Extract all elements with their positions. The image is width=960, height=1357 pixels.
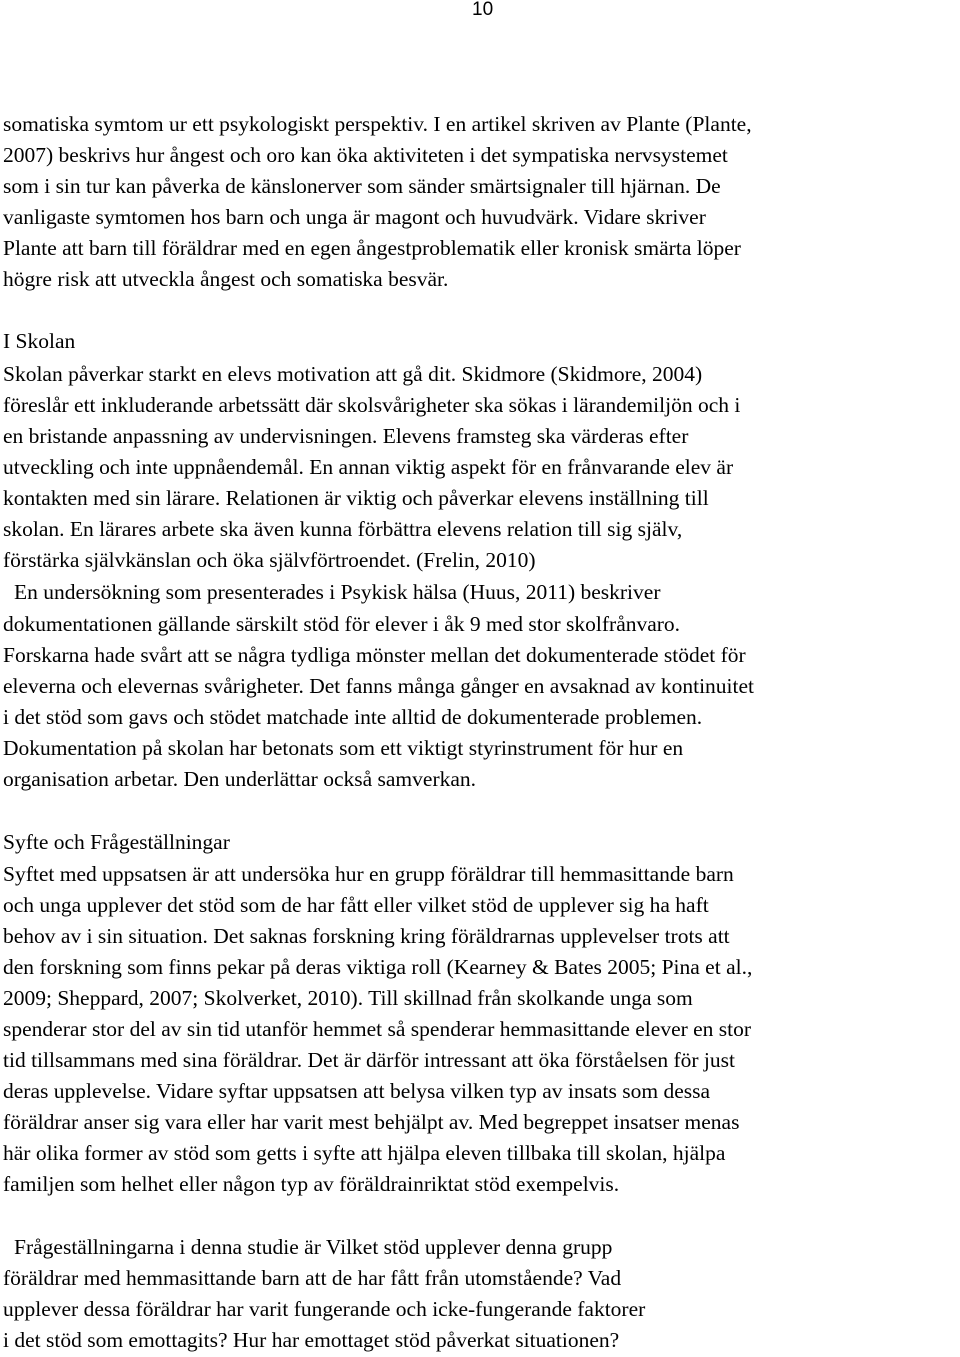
text-line: utveckling och inte uppnåendemål. En annan viktig aspekt för en frånvarande elev är — [3, 455, 734, 479]
text-line: Forskarna hade svårt att se några tydliga mönster mellan det dokumenterade stödet för — [3, 643, 746, 667]
text-line: Frågeställningarna i denna studie är Vilket stöd upplever denna grupp — [14, 1235, 613, 1259]
text-line: Dokumentation på skolan har betonats som ett viktigt styrinstrument för hur en — [3, 736, 684, 760]
section-heading-skolan: I Skolan — [3, 329, 76, 353]
text-line: en bristande anpassning av undervisningen. Elevens framsteg ska värderas efter — [3, 424, 689, 448]
text-line: dokumentationen gällande särskilt stöd för elever i åk 9 med stor skolfrånvaro. — [3, 612, 681, 636]
text-line: deras upplevelse. Vidare syftar uppsatsen att belysa vilken typ av insats som dessa — [3, 1079, 711, 1103]
text-line: här olika former av stöd som getts i syfte att hjälpa eleven tillbaka till skolan, hjälpa — [3, 1141, 726, 1165]
text-line: i det stöd som gavs och stödet matchade inte alltid de dokumenterade problemen. — [3, 705, 703, 729]
text-line: upplever dessa föräldrar har varit fungerande och icke-fungerande faktorer — [3, 1297, 646, 1321]
text-line: eleverna och elevernas svårigheter. Det fanns många gånger en avsaknad av kontinuitet — [3, 674, 754, 698]
text-line: behov av i sin situation. Det saknas forskning kring föräldrarnas upplevelser trots att — [3, 924, 730, 948]
text-line: tid tillsammans med sina föräldrar. Det är därför intressant att öka förståelsen för just — [3, 1048, 735, 1072]
text-line: Plante att barn till föräldrar med en egen ångestproblematik eller kronisk smärta löper — [3, 236, 741, 260]
text-line: spenderar stor del av sin tid utanför hemmet så spenderar hemmasittande elever en stor — [3, 1017, 752, 1041]
text-line: Skolan påverkar starkt en elevs motivation att gå dit. Skidmore (Skidmore, 2004) — [3, 362, 703, 386]
text-line: som i sin tur kan påverka de känslonerver som sänder smärtsignaler till hjärnan. De — [3, 174, 721, 198]
text-line: den forskning som finns pekar på deras viktiga roll (Kearney & Bates 2005; Pina et al., — [3, 955, 753, 979]
text-line: 2007) beskrivs hur ångest och oro kan öka aktiviteten i det sympatiska nervsystemet — [3, 143, 728, 167]
text-line: i det stöd som emottagits? Hur har emottaget stöd påverkat situationen? — [3, 1328, 620, 1352]
text-line: kontakten med sin lärare. Relationen är viktig och påverkar elevens inställning till — [3, 486, 709, 510]
text-line: 2009; Sheppard, 2007; Skolverket, 2010). Till skillnad från skolkande unga som — [3, 986, 693, 1010]
text-line: förstärka självkänslan och öka självförtroendet. (Frelin, 2010) — [3, 548, 536, 572]
text-line: och unga upplever det stöd som de har fått eller vilket stöd de upplever sig ha haft — [3, 893, 709, 917]
section-heading-syfte: Syfte och Frågeställningar — [3, 830, 230, 854]
text-line: somatiska symtom ur ett psykologiskt perspektiv. I en artikel skriven av Plante (Plante, — [3, 112, 752, 136]
text-line: högre risk att utveckla ångest och somatiska besvär. — [3, 267, 449, 291]
text-line: vanligaste symtomen hos barn och unga är magont och huvudvärk. Vidare skriver — [3, 205, 706, 229]
text-line: föräldrar anser sig vara eller har varit mest behjälpt av. Med begreppet insatser menas — [3, 1110, 740, 1134]
text-line: Syftet med uppsatsen är att undersöka hur en grupp föräldrar till hemmasittande barn — [3, 862, 734, 886]
text-line: föräldrar med hemmasittande barn att de har fått från utomstående? Vad — [3, 1266, 622, 1290]
text-line: familjen som helhet eller någon typ av föräldrainriktat stöd exempelvis. — [3, 1172, 620, 1196]
page-number: 10 — [472, 0, 494, 20]
text-line: skolan. En lärares arbete ska även kunna förbättra elevens relation till sig själv, — [3, 517, 683, 541]
text-line: organisation arbetar. Den underlättar också samverkan. — [3, 767, 477, 791]
text-line: En undersökning som presenterades i Psykisk hälsa (Huus, 2011) beskriver — [14, 580, 661, 604]
text-line: föreslår ett inkluderande arbetssätt där skolsvårigheter ska sökas i lärandemiljön och i — [3, 393, 741, 417]
